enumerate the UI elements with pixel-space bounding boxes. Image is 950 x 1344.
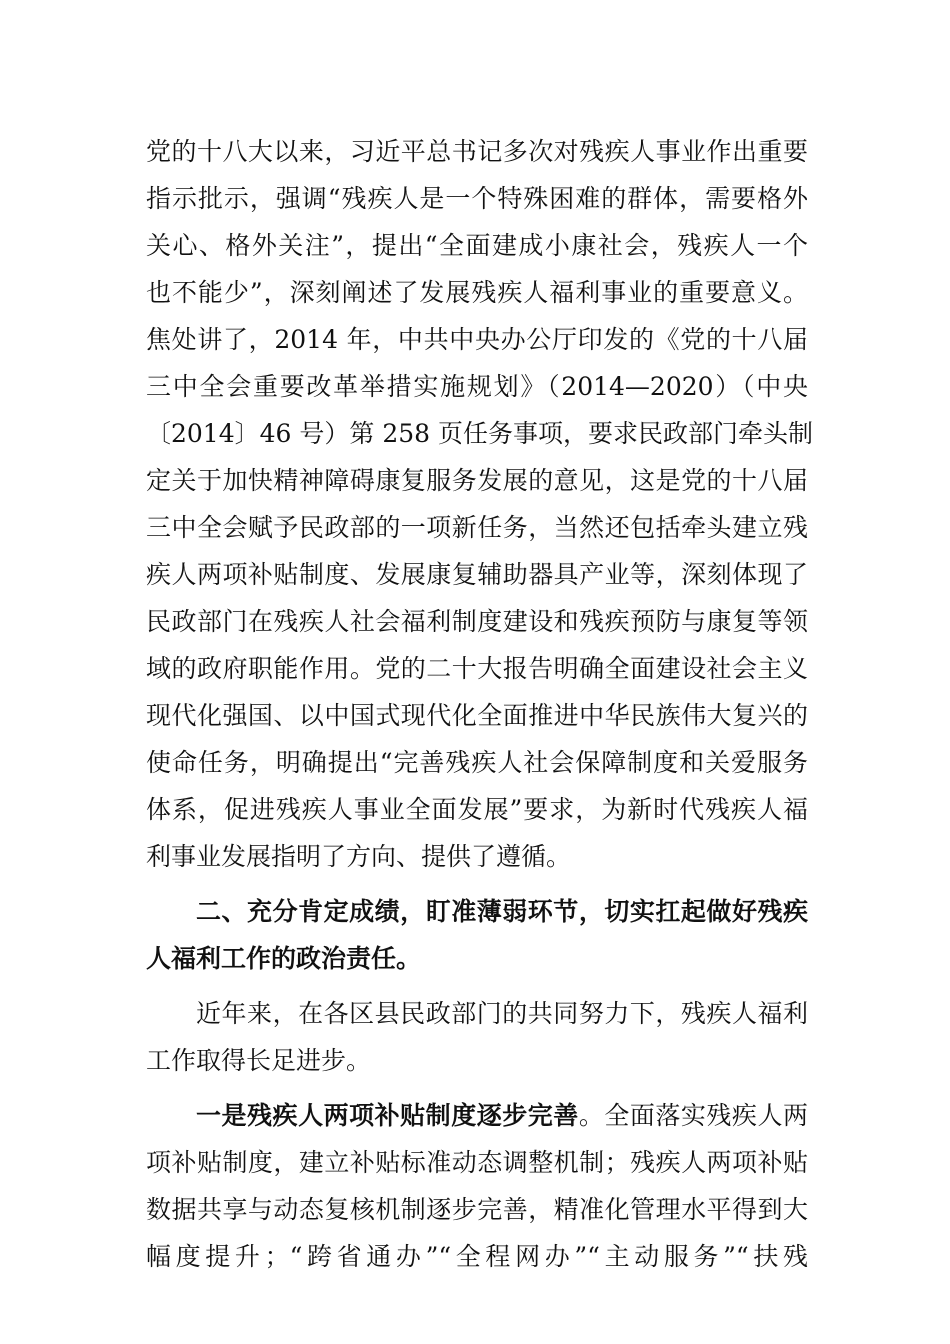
text-line: 〔2014〕46 号）第 258 页任务事项，要求民政部门牵头制 (146, 419, 813, 448)
text-line: 疾人两项补贴制度、发展康复辅助器具产业等，深刻体现了 (146, 560, 808, 589)
heading-line: 二、充分肯定成绩，盯准薄弱环节，切实扛起做好残疾 (196, 897, 808, 926)
text-line: 现代化强国、以中国式现代化全面推进中华民族伟大复兴的 (146, 701, 808, 730)
text-line: 也不能少”，深刻阐述了发展残疾人福利事业的重要意义。 (146, 278, 808, 307)
text-line: 利事业发展指明了方向、提供了遵循。 (146, 842, 572, 871)
text-line: 幅度提升；“跨省通办”“全程网办”“主动服务”“扶残 (146, 1242, 808, 1271)
paragraph-progress (146, 990, 808, 1084)
paragraph-subsidy (146, 1092, 808, 1280)
text-line: 近年来，在各区县民政部门的共同努力下，残疾人福利 (196, 999, 808, 1028)
lead-bold-text: 一是残疾人两项补贴制度逐步完善 (196, 1101, 579, 1130)
text-line: 体系，促进残疾人事业全面发展”要求，为新时代残疾人福 (146, 795, 808, 824)
document-body (146, 128, 813, 1280)
text-line: 关心、格外关注”，提出“全面建成小康社会，残疾人一个 (146, 231, 808, 260)
text-line: 使命任务，明确提出“完善残疾人社会保障制度和关爱服务 (146, 748, 808, 777)
paragraph-intro (146, 128, 813, 880)
section-heading (146, 888, 808, 982)
text-line: 焦处讲了，2014 年，中共中央办公厅印发的《党的十八届 (146, 325, 808, 354)
lead-rest-text: 。全面落实残疾人两 (578, 1101, 808, 1130)
text-line: 数据共享与动态复核机制逐步完善，精准化管理水平得到大 (146, 1195, 808, 1224)
text-line: 域的政府职能作用。党的二十大报告明确全面建设社会主义 (146, 654, 808, 683)
text-line: 定关于加快精神障碍康复服务发展的意见，这是党的十八届 (146, 466, 808, 495)
text-line: 党的十八大以来，习近平总书记多次对残疾人事业作出重要 (146, 137, 808, 166)
text-line: 三中全会赋予民政部的一项新任务，当然还包括牵头建立残 (146, 513, 808, 542)
text-line: 项补贴制度，建立补贴标准动态调整机制；残疾人两项补贴 (146, 1148, 808, 1177)
text-line (146, 1092, 808, 1139)
text-line: 指示批示，强调“残疾人是一个特殊困难的群体，需要格外 (146, 184, 808, 213)
text-line: 工作取得长足进步。 (146, 1046, 372, 1075)
text-line: 三中全会重要改革举措实施规划》（2014—2020）（中央 (146, 372, 808, 401)
text-line: 民政部门在残疾人社会福利制度建设和残疾预防与康复等领 (146, 607, 808, 636)
heading-line: 人福利工作的政治责任。 (146, 944, 422, 973)
